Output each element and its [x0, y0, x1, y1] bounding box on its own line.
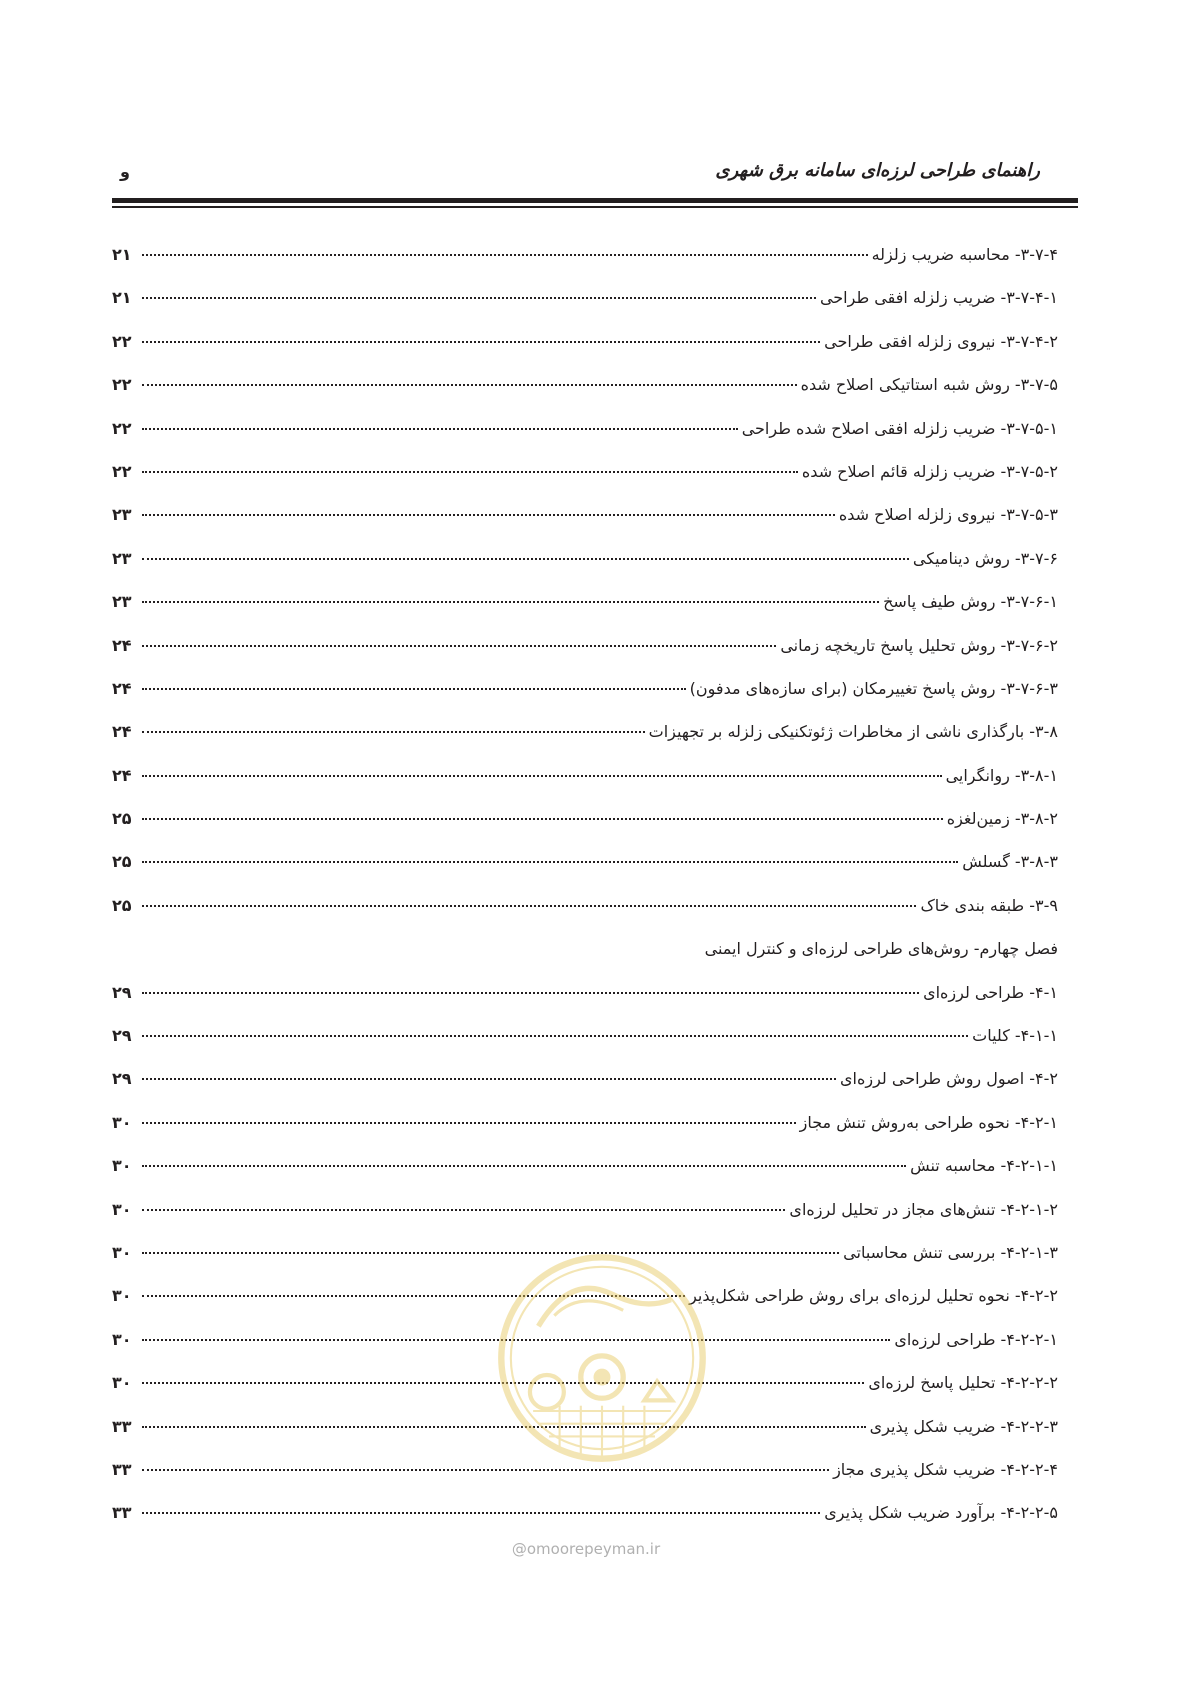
toc-entry [112, 983, 1058, 1026]
toc-entry-label: ۳-۷-۵- روش شبه استاتیکی اصلاح شده [800, 375, 1058, 395]
toc-entry-page: ۲۳ [112, 548, 132, 568]
toc-dot-leader [142, 1165, 906, 1167]
toc-entry-label: ۳-۷-۵-۲- ضریب زلزله قائم اصلاح شده [801, 461, 1058, 481]
toc-entry [112, 332, 1058, 375]
toc-entry [112, 636, 1058, 679]
toc-dot-leader [142, 1209, 785, 1211]
toc-entry [112, 1200, 1058, 1243]
toc-dot-leader [142, 1252, 839, 1254]
toc-entry [112, 505, 1058, 548]
toc-entry-page: ۲۴ [112, 635, 132, 655]
toc-entry-page: ۲۹ [112, 1026, 132, 1046]
toc-entry [112, 766, 1058, 809]
toc-entry-label: ۴-۱-۱- کلیات [972, 1026, 1058, 1046]
toc-dot-leader [142, 254, 868, 256]
toc-entry-page: ۳۰ [112, 1112, 132, 1132]
toc-entry-page: ۲۲ [112, 375, 132, 395]
toc-entry-label: ۳-۸-۳- گسلش [962, 852, 1058, 872]
toc-entry-page: ۳۳ [112, 1459, 132, 1479]
watermark-url: @omoorepeyman.ir [511, 1540, 661, 1558]
toc-entry-page: ۳۰ [112, 1156, 132, 1176]
toc-entry-label: ۳-۸- بارگذاری ناشی از مخاطرات ژئوتکنیکی زلزله بر تجهیزات [648, 722, 1058, 742]
toc-entry-label: ۳-۷-۶-۲- روش تحلیل پاسخ تاریخچه زمانی [780, 635, 1058, 655]
toc-entry-page: ۳۰ [112, 1199, 132, 1219]
toc-entry-label: ۴-۲-۱-۱- محاسبه تنش [910, 1156, 1058, 1176]
header-page-number: و [120, 162, 130, 181]
toc-entry-page: ۲۵ [112, 852, 132, 872]
toc-entry-label: ۴-۲-۱-۲- تنش‌های مجاز در تحلیل لرزه‌ای [789, 1199, 1058, 1219]
toc-entry-page: ۳۳ [112, 1503, 132, 1523]
toc-entry [112, 288, 1058, 331]
toc-entry-page: ۲۴ [112, 678, 132, 698]
toc-entry-page: ۲۵ [112, 809, 132, 829]
toc-dot-leader [142, 341, 820, 343]
toc-dot-leader [142, 1122, 796, 1124]
toc-entry-label: ۳-۷-۴-۱- ضریب زلزله افقی طراحی [819, 288, 1058, 308]
toc-entry-page: ۲۲ [112, 331, 132, 351]
toc-entry-page: ۲۳ [112, 592, 132, 612]
toc-dot-leader [142, 514, 835, 516]
toc-dot-leader [142, 818, 943, 820]
toc-dot-leader [142, 471, 798, 473]
toc-entry-page: ۳۰ [112, 1373, 132, 1393]
toc-entry-page: ۲۹ [112, 1069, 132, 1089]
toc-entry-label: ۳-۸-۱- روانگرایی [945, 765, 1058, 785]
toc-entry-label: ۳-۹- طبقه بندی خاک [920, 895, 1058, 915]
toc-entry [112, 245, 1058, 288]
toc-dot-leader [142, 775, 942, 777]
toc-entry-label: ۳-۷-۵-۱- ضریب زلزله افقی اصلاح شده طراحی [741, 418, 1058, 438]
toc-entry-label: ۳-۷-۴- محاسبه ضریب زلزله [871, 245, 1058, 264]
header-title: راهنمای طراحی لرزه‌ای سامانه برق شهری [715, 160, 1040, 181]
toc-entry-label: ۴-۲-۱- نحوه طراحی به‌روش تنش مجاز [799, 1112, 1058, 1132]
toc-entry-label: ۴-۲-۲-۳- ضریب شکل پذیری [869, 1416, 1058, 1436]
header-rule-thin [112, 206, 1078, 208]
toc-entry-page: ۲۹ [112, 982, 132, 1002]
toc-entry [112, 1460, 1058, 1503]
toc-dot-leader [142, 688, 686, 690]
toc-entry [112, 722, 1058, 765]
toc-entry [112, 419, 1058, 462]
toc-entry-page: ۲۴ [112, 722, 132, 742]
toc-entry-label: ۳-۸-۲- زمین‌لغزه [946, 809, 1058, 829]
toc-dot-leader [142, 645, 776, 647]
toc-entry-label: ۳-۷-۴-۲- نیروی زلزله افقی طراحی [824, 331, 1058, 351]
running-header [120, 160, 1040, 190]
toc-dot-leader [142, 558, 909, 560]
toc-entry-label: ۴-۲-۲-۵- برآورد ضریب شکل پذیری [824, 1503, 1058, 1523]
toc-entry [112, 679, 1058, 722]
toc-entry-label: ۴-۲-۲-۱- طراحی لرزه‌ای [894, 1329, 1058, 1349]
toc-entry-page: ۲۳ [112, 505, 132, 525]
toc-entry-label: ۳-۷-۶- روش دینامیکی [912, 548, 1058, 568]
toc-dot-leader [142, 905, 916, 907]
toc-entry [112, 1156, 1058, 1199]
toc-dot-leader [142, 992, 919, 994]
toc-dot-leader [142, 601, 879, 603]
toc-entry-page: ۳۰ [112, 1329, 132, 1349]
toc-entry-label: فصل چهارم- روش‌های طراحی لرزه‌ای و کنترل ایمنی [704, 939, 1058, 959]
toc-entry-page: ۲۲ [112, 418, 132, 438]
toc-entry [112, 1113, 1058, 1156]
toc-entry-label: ۴-۲-۲- نحوه تحلیل لرزه‌ای برای روش طراحی شکل‌پذیر [689, 1286, 1058, 1306]
toc-entry [112, 462, 1058, 505]
header-rule-thick [112, 198, 1078, 203]
toc-entry [112, 375, 1058, 418]
toc-entry-label: ۳-۷-۶-۳- روش پاسخ تغییرمکان (برای سازه‌های مدفون) [689, 678, 1058, 698]
toc-dot-leader [142, 297, 816, 299]
toc-entry-page: ۲۲ [112, 461, 132, 481]
toc-entry-label: ۴-۲- اصول روش طراحی لرزه‌ای [839, 1069, 1058, 1089]
toc-entry-page: ۲۴ [112, 765, 132, 785]
toc-dot-leader [142, 1469, 829, 1471]
toc-entry-page: ۳۰ [112, 1242, 132, 1262]
toc-entry-page: ۲۵ [112, 895, 132, 915]
toc-dot-leader [142, 1078, 836, 1080]
toc-dot-leader [142, 428, 738, 430]
toc-entry-label: ۴-۲-۱-۳- بررسی تنش محاسباتی [843, 1242, 1058, 1262]
toc-entry-page: ۳۰ [112, 1286, 132, 1306]
toc-dot-leader [142, 731, 645, 733]
toc-dot-leader [142, 384, 797, 386]
toc-entry [112, 592, 1058, 635]
toc-chapter-heading [112, 939, 1058, 982]
toc-dot-leader [142, 861, 958, 863]
toc-entry [112, 1026, 1058, 1069]
toc-entry-label: ۴-۱- طراحی لرزه‌ای [923, 982, 1058, 1002]
toc-entry-page: ۲۱ [112, 288, 132, 308]
toc-entry-label: ۴-۲-۲-۲- تحلیل پاسخ لرزه‌ای [868, 1373, 1058, 1393]
toc-entry [112, 896, 1058, 939]
toc-entry [112, 549, 1058, 592]
toc-entry-label: ۴-۲-۲-۴- ضریب شکل پذیری مجاز [833, 1459, 1058, 1479]
toc-entry [112, 1069, 1058, 1112]
toc-entry-label: ۳-۷-۵-۳- نیروی زلزله اصلاح شده [838, 505, 1058, 525]
toc-entry [112, 809, 1058, 852]
toc-dot-leader [142, 1035, 968, 1037]
toc-entry-label: ۳-۷-۶-۱- روش طیف پاسخ [883, 592, 1058, 612]
toc-entry-page: ۳۳ [112, 1416, 132, 1436]
toc-entry [112, 852, 1058, 895]
toc-dot-leader [142, 1512, 820, 1514]
watermark-logo-icon [496, 1252, 708, 1464]
toc-entry-page: ۲۱ [112, 245, 132, 264]
